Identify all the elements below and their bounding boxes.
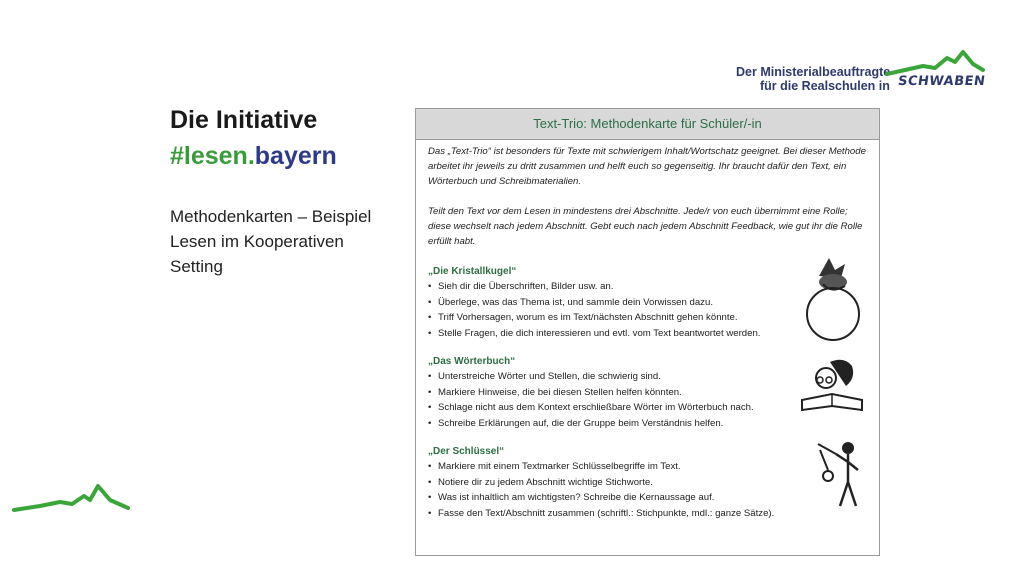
mountain-decoration-icon [10,478,135,518]
list-item: • Stelle Fragen, die dich interessieren und evtl. vom Text beantwortet werden. [428,326,867,342]
intro-paragraph: Das „Text-Trio“ ist besonders für Texte mit schwierigem Inhalt/Wortschatz geeignet. Bei dieser Methode arbeitet ihr jeweils zu dritt zusammen und helft euch so gegenseitig. Ihr braucht dafür den Text, ein Wörterbuch und Schreibmaterialien. [428,146,866,187]
list-item: • Unterstreiche Wörter und Stellen, die schwierig sind. [428,369,867,385]
list-item: • Notiere dir zu jedem Abschnitt wichtige Stichworte. [428,475,867,491]
section-title: „Das Wörterbuch“ [428,356,516,367]
list-item: • Fasse den Text/Abschnitt zusammen (schriftl.: Stichpunkte, mdl.: ganze Sätze). [428,506,867,522]
intro-paragraph: Teilt den Text vor dem Lesen in mindestens drei Abschnitte. Jede/r von euch übernimmt eine Rolle; diese wechselt nach jedem Abschnitt. Gebt euch nach jedem Abschnitt Feedback, wie gut ihr die Rolle erfüllt habt. [428,206,863,247]
list-item: • Markiere mit einem Textmarker Schlüsselbegriffe im Text. [428,459,867,475]
list-item: • Markiere Hinweise, die bei diesen Stellen helfen könnten. [428,385,867,401]
ministerial-logo [730,48,990,98]
subtitle: Methodenkarten – Beispiel Lesen im Kooperativen Setting [170,207,372,276]
logo-line-2: für die Realschulen in [760,79,890,93]
list-item: • Schlage nicht aus dem Kontext erschließbare Wörter im Wörterbuch nach. [428,400,867,416]
method-card [415,108,880,556]
list-item: • Was ist inhaltlich am wichtigsten? Schreibe die Kernaussage auf. [428,490,867,506]
section-title: „Die Kristallkugel“ [428,266,517,277]
initiative-hash: #lesen. [170,142,255,170]
card-title: Text-Trio: Methodenkarte für Schüler/-in [416,109,879,140]
list-item: • Überlege, was das Thema ist, und sammle dein Vorwissen dazu. [428,295,867,311]
crystal-ball-wizard-icon [801,256,871,344]
logo-region: SCHWABEN [896,74,987,89]
initiative-bayern: bayern [254,142,337,170]
section-title: „Der Schlüssel“ [428,446,505,457]
list-item: • Sieh dir die Überschriften, Bilder usw. an. [428,279,867,295]
key-figure-icon [806,440,866,510]
logo-line-1: Der Ministerialbeauftragte [736,65,891,79]
section-woerterbuch [428,354,867,431]
list-item: • Triff Vorhersagen, worum es im Text/nächsten Abschnitt gehen könnte. [428,310,867,326]
card-intro [428,144,867,249]
list-item: • Schreibe Erklärungen auf, die der Gruppe beim Verständnis helfen. [428,416,867,432]
initiative-name [170,142,337,171]
section-kristallkugel [428,264,867,341]
section-schluessel [428,444,867,521]
reading-person-book-icon [796,356,868,416]
page-title: Die Initiative [170,106,318,134]
